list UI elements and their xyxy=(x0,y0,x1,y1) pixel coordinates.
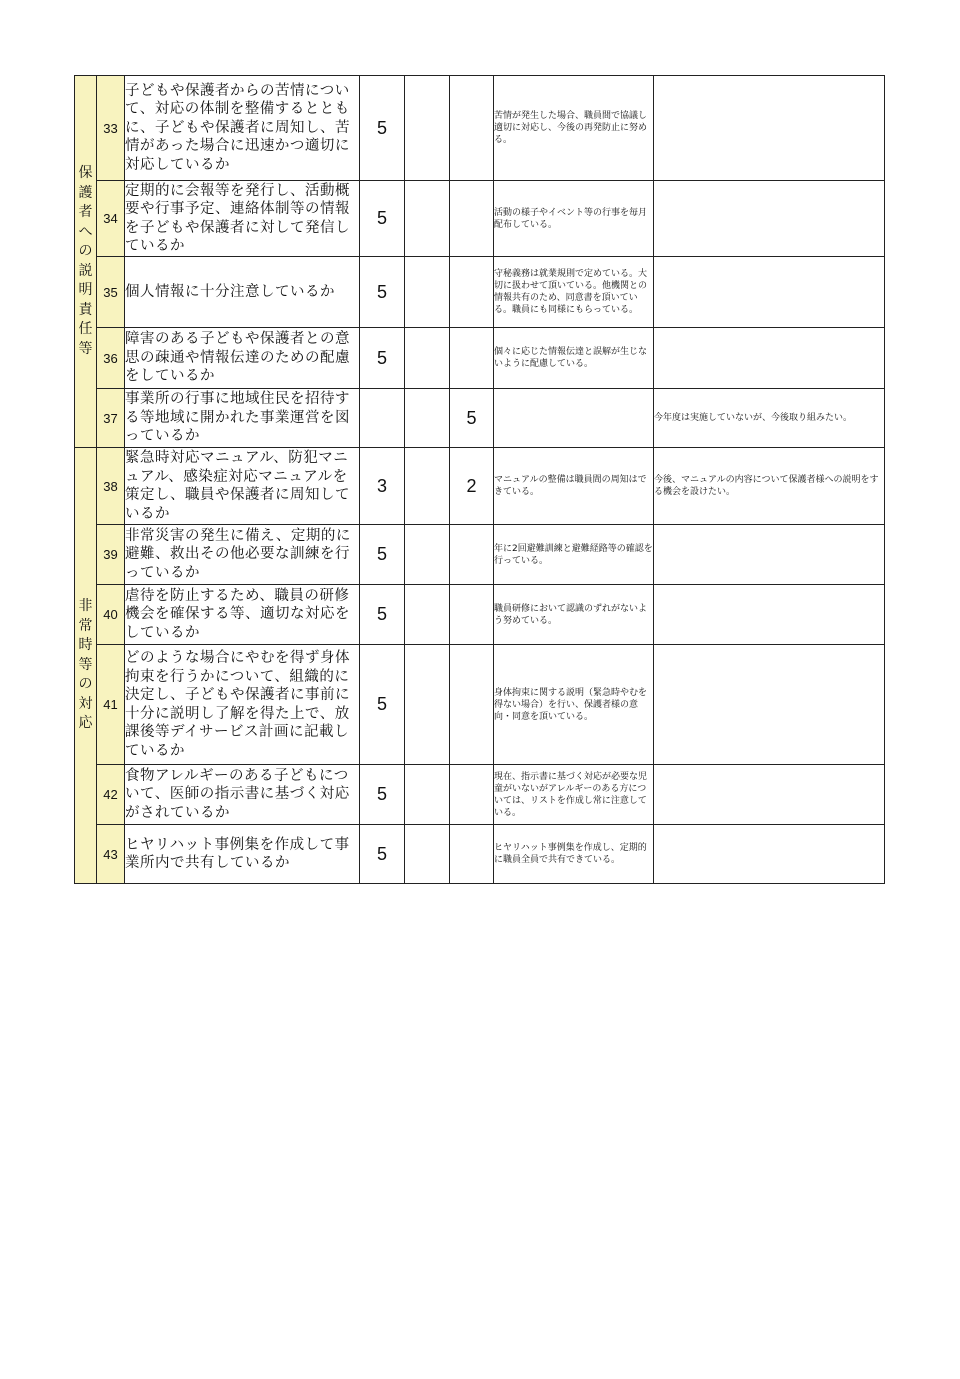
provider-note: 苦情が発生した場合、職員間で協議し適切に対応し、今後の再発防止に努める。 xyxy=(494,76,654,181)
yes-count: 5 xyxy=(360,585,405,645)
unknown-count xyxy=(450,76,494,181)
question-text: 虐待を防止するため、職員の研修機会を確保する等、適切な対応をしているか xyxy=(125,585,360,645)
question-text: 定期的に会報等を発行し、活動概要や行事予定、連絡体制等の情報を子どもや保護者に対して発信しているか xyxy=(125,181,360,257)
yes-count: 5 xyxy=(360,825,405,884)
no-count xyxy=(405,389,450,448)
improvement-note xyxy=(654,825,885,884)
unknown-count xyxy=(450,585,494,645)
category-cell xyxy=(75,76,97,448)
item-number: 41 xyxy=(97,645,125,765)
unknown-count xyxy=(450,181,494,257)
item-number: 37 xyxy=(97,389,125,448)
yes-count: 5 xyxy=(360,181,405,257)
provider-note: 年に2回避難訓練と避難経路等の確認を行っている。 xyxy=(494,525,654,585)
item-number: 33 xyxy=(97,76,125,181)
question-text: 事業所の行事に地域住民を招待する等地域に開かれた事業運営を図っているか xyxy=(125,389,360,448)
improvement-note xyxy=(654,328,885,389)
unknown-count xyxy=(450,525,494,585)
question-text: 子どもや保護者からの苦情について、対応の体制を整備するとともに、子どもや保護者に周知し、苦情があった場合に迅速かつ適切に対応しているか xyxy=(125,76,360,181)
question-text: 食物アレルギーのある子どもについて、医師の指示書に基づく対応がされているか xyxy=(125,765,360,825)
improvement-note xyxy=(654,765,885,825)
table-row xyxy=(75,525,885,585)
no-count xyxy=(405,765,450,825)
item-number: 35 xyxy=(97,257,125,328)
question-text: 緊急時対応マニュアル、防犯マニュアル、感染症対応マニュアルを策定し、職員や保護者に周知しているか xyxy=(125,448,360,525)
item-number: 39 xyxy=(97,525,125,585)
improvement-note xyxy=(654,525,885,585)
category-label: 保護者への説明責任等 xyxy=(78,165,93,357)
no-count xyxy=(405,257,450,328)
unknown-count xyxy=(450,257,494,328)
item-number: 34 xyxy=(97,181,125,257)
table-row xyxy=(75,328,885,389)
yes-count: 5 xyxy=(360,765,405,825)
improvement-note xyxy=(654,585,885,645)
unknown-count xyxy=(450,765,494,825)
provider-note: 身体拘束に関する説明（緊急時やむを得ない場合）を行い、保護者様の意向・同意を頂いている。 xyxy=(494,645,654,765)
improvement-note xyxy=(654,257,885,328)
table-row xyxy=(75,76,885,181)
category-cell xyxy=(75,448,97,884)
yes-count: 3 xyxy=(360,448,405,525)
table-row xyxy=(75,765,885,825)
provider-note: マニュアルの整備は職員間の周知はできている。 xyxy=(494,448,654,525)
improvement-note: 今後、マニュアルの内容について保護者様への説明をする機会を設けたい。 xyxy=(654,448,885,525)
improvement-note xyxy=(654,181,885,257)
provider-note: 活動の様子やイベント等の行事を毎月配布している。 xyxy=(494,181,654,257)
yes-count: 5 xyxy=(360,76,405,181)
provider-note: 守秘義務は就業規則で定めている。大切に扱わせて頂いている。他機関との情報共有のため、同意書を頂いている。職員にも同様にもらっている。 xyxy=(494,257,654,328)
table-row xyxy=(75,448,885,525)
table-row xyxy=(75,257,885,328)
item-number: 43 xyxy=(97,825,125,884)
provider-note: 現在、指示書に基づく対応が必要な児童がいないがアレルギーのある方については、リストを作成し常に注意している。 xyxy=(494,765,654,825)
yes-count xyxy=(360,389,405,448)
improvement-note: 今年度は実施していないが、今後取り組みたい。 xyxy=(654,389,885,448)
table-row xyxy=(75,181,885,257)
evaluation-table xyxy=(74,75,885,884)
no-count xyxy=(405,181,450,257)
yes-count: 5 xyxy=(360,525,405,585)
table-row xyxy=(75,585,885,645)
unknown-count xyxy=(450,645,494,765)
item-number: 36 xyxy=(97,328,125,389)
question-text: ヒヤリハット事例集を作成して事業所内で共有しているか xyxy=(125,825,360,884)
improvement-note xyxy=(654,645,885,765)
no-count xyxy=(405,585,450,645)
yes-count: 5 xyxy=(360,257,405,328)
question-text: 個人情報に十分注意しているか xyxy=(125,257,360,328)
question-text: どのような場合にやむを得ず身体拘束を行うかについて、組織的に決定し、子どもや保護者に事前に十分に説明し了解を得た上で、放課後等デイサービス計画に記載しているか xyxy=(125,645,360,765)
no-count xyxy=(405,645,450,765)
item-number: 40 xyxy=(97,585,125,645)
item-number: 38 xyxy=(97,448,125,525)
yes-count: 5 xyxy=(360,645,405,765)
provider-note: 個々に応じた情報伝達と誤解が生じないように配慮している。 xyxy=(494,328,654,389)
no-count xyxy=(405,448,450,525)
unknown-count xyxy=(450,328,494,389)
no-count xyxy=(405,825,450,884)
provider-note: ヒヤリハット事例集を作成し、定期的に職員全員で共有できている。 xyxy=(494,825,654,884)
no-count xyxy=(405,525,450,585)
unknown-count xyxy=(450,825,494,884)
provider-note: 職員研修において認識のずれがないよう努めている。 xyxy=(494,585,654,645)
no-count xyxy=(405,76,450,181)
table-row xyxy=(75,825,885,884)
improvement-note xyxy=(654,76,885,181)
item-number: 42 xyxy=(97,765,125,825)
question-text: 障害のある子どもや保護者との意思の疎通や情報伝達のための配慮をしているか xyxy=(125,328,360,389)
unknown-count: 2 xyxy=(450,448,494,525)
table-row xyxy=(75,645,885,765)
table-row xyxy=(75,389,885,448)
no-count xyxy=(405,328,450,389)
category-label: 非常時等の対応 xyxy=(78,598,93,732)
yes-count: 5 xyxy=(360,328,405,389)
question-text: 非常災害の発生に備え、定期的に避難、救出その他必要な訓練を行っているか xyxy=(125,525,360,585)
provider-note xyxy=(494,389,654,448)
unknown-count: 5 xyxy=(450,389,494,448)
